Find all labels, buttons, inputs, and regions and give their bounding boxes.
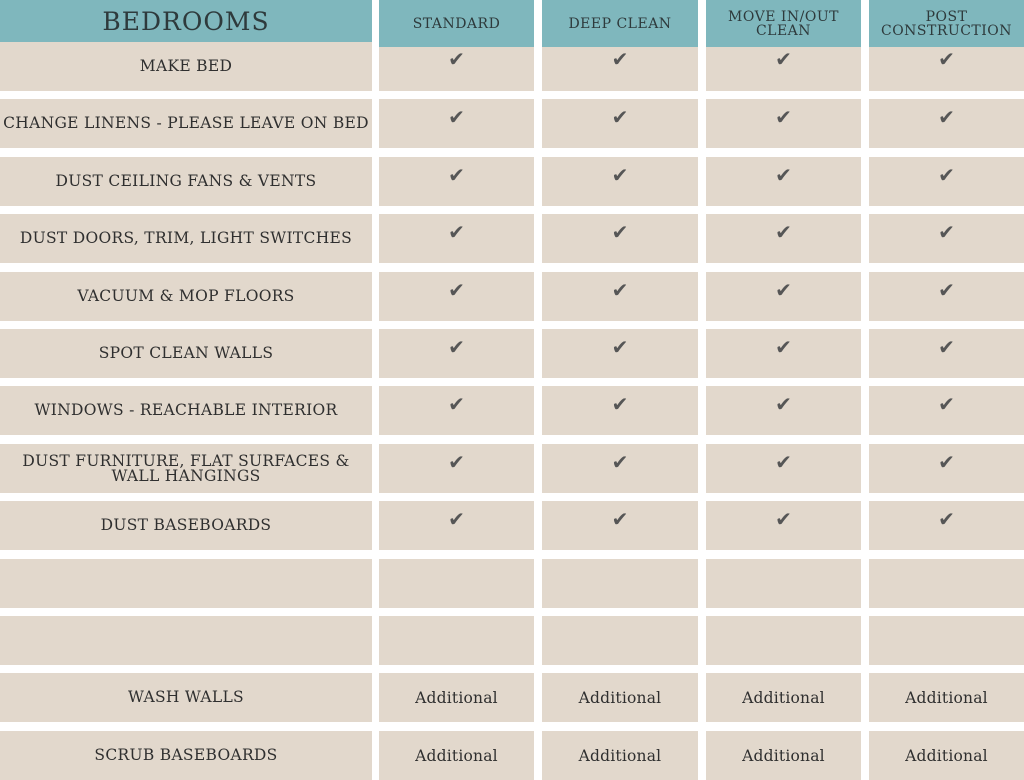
checkmark-icon: ✔ — [938, 163, 955, 187]
checkmark-icon: ✔ — [938, 47, 955, 71]
additional-label: Additional — [905, 746, 988, 765]
checkmark-icon: ✔ — [775, 450, 792, 474]
additional-label: Additional — [742, 688, 825, 707]
additional-label: Additional — [415, 746, 498, 765]
check-cell — [379, 47, 534, 91]
checkmark-icon: ✔ — [611, 335, 629, 359]
checkmark-icon: ✔ — [775, 163, 792, 187]
checkmark-icon: ✔ — [775, 220, 792, 244]
task-cell: DUST CEILING FANS & VENTS — [0, 157, 372, 206]
checkmark-icon: ✔ — [938, 335, 955, 359]
check-cell — [869, 386, 1024, 435]
empty-cell — [869, 616, 1024, 665]
check-cell — [869, 157, 1024, 206]
task-cell: SCRUB BASEBOARDS — [0, 731, 372, 780]
check-cell — [706, 157, 861, 206]
check-cell — [542, 444, 698, 493]
checkmark-icon: ✔ — [775, 105, 792, 129]
checkmark-icon: ✔ — [775, 392, 792, 416]
additional-cell — [379, 731, 534, 780]
check-cell — [379, 99, 534, 148]
additional-cell — [706, 731, 861, 780]
check-cell — [542, 329, 698, 378]
check-cell — [869, 501, 1024, 550]
empty-cell — [869, 559, 1024, 608]
checkmark-icon: ✔ — [448, 220, 465, 244]
checkmark-icon: ✔ — [775, 507, 792, 531]
checkmark-icon: ✔ — [448, 278, 465, 302]
empty-cell — [379, 616, 534, 665]
empty-cell — [379, 559, 534, 608]
checkmark-icon: ✔ — [775, 47, 792, 71]
task-cell — [0, 616, 372, 665]
check-cell — [706, 99, 861, 148]
check-cell — [379, 329, 534, 378]
check-cell — [542, 157, 698, 206]
check-cell — [869, 99, 1024, 148]
table-title: BEDROOMS — [0, 0, 372, 42]
additional-label: Additional — [578, 688, 662, 707]
empty-cell — [706, 616, 861, 665]
task-cell: WINDOWS - REACHABLE INTERIOR — [0, 386, 372, 435]
task-cell: VACUUM & MOP FLOORS — [0, 272, 372, 321]
checkmark-icon: ✔ — [611, 163, 629, 187]
checkmark-icon: ✔ — [611, 392, 629, 416]
check-cell — [869, 444, 1024, 493]
additional-cell — [379, 673, 534, 722]
checkmark-icon: ✔ — [448, 105, 465, 129]
column-header-deep-clean: DEEP CLEAN — [542, 0, 698, 47]
check-cell — [706, 214, 861, 263]
checkmark-icon: ✔ — [611, 278, 629, 302]
column-header-move-in-out-clean: MOVE IN/OUT CLEAN — [706, 0, 861, 47]
column-header-post-construction: POST CONSTRUCTION — [869, 0, 1024, 47]
task-cell: WASH WALLS — [0, 673, 372, 722]
check-cell — [869, 329, 1024, 378]
check-cell — [869, 47, 1024, 91]
task-cell: DUST DOORS, TRIM, LIGHT SWITCHES — [0, 214, 372, 263]
check-cell — [542, 47, 698, 91]
check-cell — [379, 272, 534, 321]
check-cell — [379, 444, 534, 493]
column-header-standard: STANDARD — [379, 0, 534, 47]
additional-cell — [542, 731, 698, 780]
additional-cell — [706, 673, 861, 722]
task-cell: DUST FURNITURE, FLAT SURFACES & WALL HANGINGS — [0, 444, 372, 493]
checkmark-icon: ✔ — [448, 335, 465, 359]
checkmark-icon: ✔ — [611, 105, 629, 129]
checkmark-icon: ✔ — [448, 47, 465, 71]
checkmark-icon: ✔ — [938, 278, 955, 302]
task-cell: MAKE BED — [0, 42, 372, 91]
empty-cell — [542, 616, 698, 665]
checkmark-icon: ✔ — [938, 392, 955, 416]
check-cell — [869, 214, 1024, 263]
check-cell — [379, 386, 534, 435]
check-cell — [706, 501, 861, 550]
additional-label: Additional — [415, 688, 498, 707]
check-cell — [542, 501, 698, 550]
check-cell — [706, 272, 861, 321]
checkmark-icon: ✔ — [611, 47, 629, 71]
check-cell — [706, 386, 861, 435]
task-cell: DUST BASEBOARDS — [0, 501, 372, 550]
checkmark-icon: ✔ — [938, 507, 955, 531]
checkmark-icon: ✔ — [775, 335, 792, 359]
checkmark-icon: ✔ — [448, 450, 465, 474]
checkmark-icon: ✔ — [775, 278, 792, 302]
check-cell — [542, 99, 698, 148]
check-cell — [706, 47, 861, 91]
checkmark-icon: ✔ — [611, 507, 629, 531]
check-cell — [706, 329, 861, 378]
checkmark-icon: ✔ — [611, 220, 629, 244]
empty-cell — [706, 559, 861, 608]
task-cell: CHANGE LINENS - PLEASE LEAVE ON BED — [0, 99, 372, 148]
task-cell: SPOT CLEAN WALLS — [0, 329, 372, 378]
check-cell — [379, 214, 534, 263]
additional-label: Additional — [742, 746, 825, 765]
additional-label: Additional — [578, 746, 662, 765]
checkmark-icon: ✔ — [938, 105, 955, 129]
checkmark-icon: ✔ — [448, 163, 465, 187]
checkmark-icon: ✔ — [938, 450, 955, 474]
check-cell — [379, 501, 534, 550]
task-cell — [0, 559, 372, 608]
check-cell — [542, 214, 698, 263]
checkmark-icon: ✔ — [448, 507, 465, 531]
checkmark-icon: ✔ — [938, 220, 955, 244]
checkmark-icon: ✔ — [448, 392, 465, 416]
check-cell — [542, 386, 698, 435]
empty-cell — [542, 559, 698, 608]
check-cell — [542, 272, 698, 321]
additional-cell — [542, 673, 698, 722]
additional-label: Additional — [905, 688, 988, 707]
checkmark-icon: ✔ — [611, 450, 629, 474]
additional-cell — [869, 673, 1024, 722]
additional-cell — [869, 731, 1024, 780]
check-cell — [379, 157, 534, 206]
check-cell — [869, 272, 1024, 321]
check-cell — [706, 444, 861, 493]
